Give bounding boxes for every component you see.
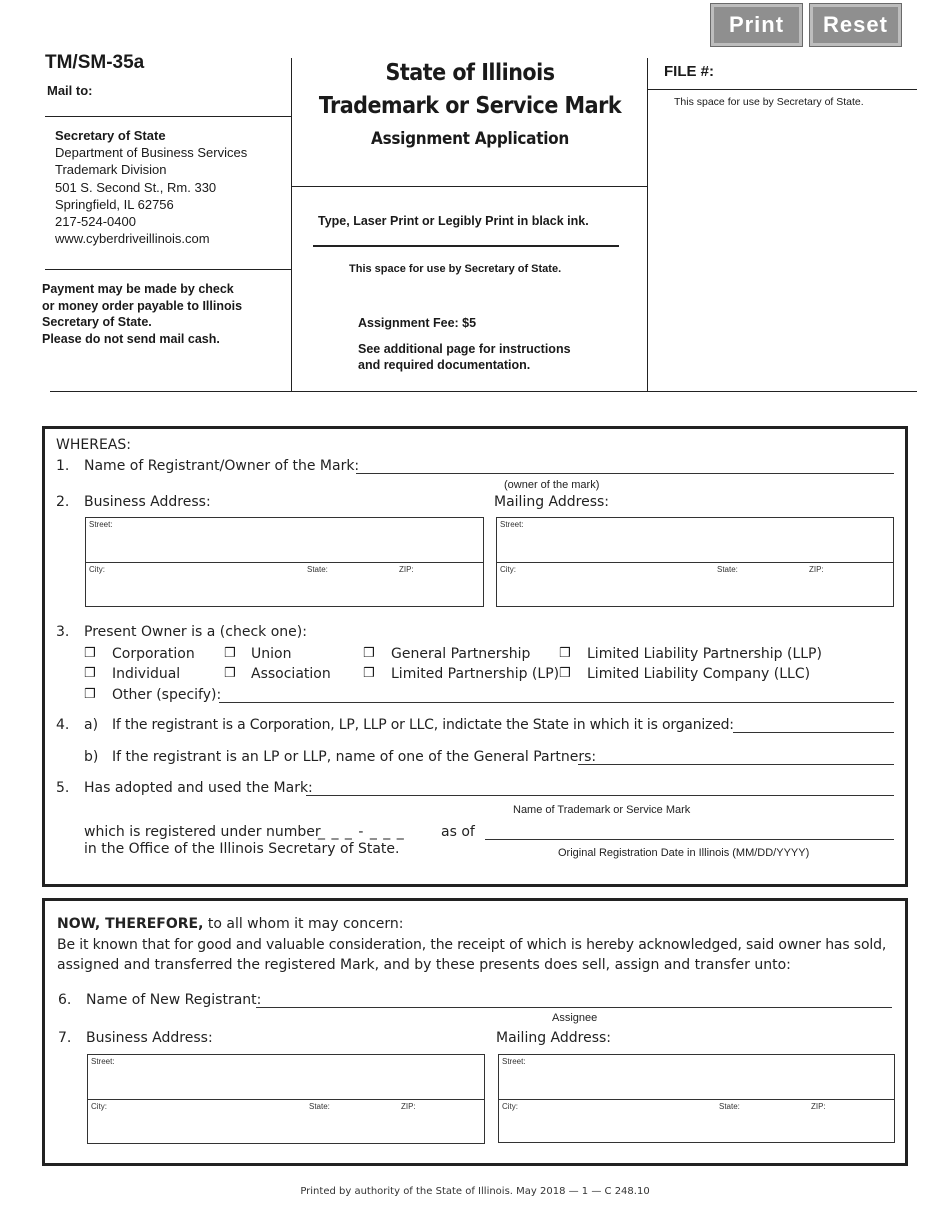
registration-date-caption: Original Registration Date in Illinois (MM/DD/YYYY) [558,847,810,859]
q4b-label: If the registrant is an LP or LLP, name of one of the General Partners: [112,749,597,765]
zip-label: ZIP: [809,565,824,574]
q1-caption: (owner of the mark) [504,479,600,491]
mail-to-label: Mail to: [47,83,93,98]
corporation-label: Corporation [112,646,195,662]
therefore-paragraph-line1: Be it known that for good and valuable consideration, the receipt of which is hereby acknowledged, said owner has sold, [57,937,887,953]
association-checkbox[interactable]: ❒ [224,666,236,681]
other-label: Other (specify): [112,687,222,703]
q4-number: 4. [56,717,70,733]
new-mailing-address-label: Mailing Address: [496,1030,612,1046]
q1-label: Name of Registrant/Owner of the Mark: [84,458,360,474]
divider [50,391,917,392]
footer-note: Printed by authority of the State of Illinois. May 2018 — 1 — C 248.10 [300,1186,650,1197]
divider [648,89,917,90]
mark-name-caption: Name of Trademark or Service Mark [513,804,691,816]
q2-number: 2. [56,494,70,510]
state-label: State: [719,1102,740,1111]
title-form: Trademark or Service Mark [318,93,622,119]
mailing-address-box[interactable] [496,517,894,607]
sos-use-note: This space for use by Secretary of State. [349,263,562,275]
address-street: 501 S. Second St., Rm. 330 [55,179,217,195]
individual-label: Individual [112,666,181,682]
street-label: Street: [500,520,524,529]
zip-label: ZIP: [401,1102,416,1111]
business-address-label: Business Address: [84,494,211,510]
file-number-label: FILE #: [664,63,715,80]
q3-number: 3. [56,624,70,640]
city-label: City: [89,565,105,574]
divider [497,562,893,563]
see-additional-note [358,341,571,373]
q4a-marker: a) [84,717,99,733]
union-checkbox[interactable]: ❒ [224,646,236,661]
q5-label: Has adopted and used the Mark: [84,780,313,796]
new-mailing-address-box[interactable] [498,1054,895,1143]
zip-label: ZIP: [399,565,414,574]
registration-number-field[interactable]: _ _ _ - _ _ _ [318,824,405,840]
therefore-heading [57,916,404,932]
payment-note [42,281,242,347]
mailing-address-block [55,127,247,247]
q3-label: Present Owner is a (check one): [84,624,307,640]
q6-label: Name of New Registrant: [86,992,262,1008]
q1-number: 1. [56,458,70,474]
q4a-label: If the registrant is a Corporation, LP, LLP or LLC, indictate the State in which it is organized: [112,717,734,733]
note-line: and required documentation. [358,358,531,372]
state-organized-field[interactable] [733,732,894,733]
zip-label: ZIP: [811,1102,826,1111]
corporation-checkbox[interactable]: ❒ [84,646,96,661]
union-label: Union [251,646,292,662]
payment-line: Payment may be made by check [42,282,234,296]
address-web: www.cyberdriveillinois.com [55,231,210,247]
whereas-heading: WHEREAS: [56,437,131,453]
office-note: in the Office of the Illinois Secretary of State. [84,841,400,857]
divider [45,269,291,270]
title-subtitle: Assignment Application [371,129,569,149]
q4b-marker: b) [84,749,99,765]
divider [86,562,483,563]
general-partnership-checkbox[interactable]: ❒ [363,646,375,661]
payment-line: Secretary of State. [42,315,152,329]
registered-number-label: which is registered under number [84,824,321,840]
divider [291,186,647,187]
state-label: State: [309,1102,330,1111]
therefore-heading-rest: to all whom it may concern: [203,916,404,932]
print-instructions: Type, Laser Print or Legibly Print in black ink. [318,214,589,228]
as-of-label: as of [441,824,475,840]
payment-line: or money order payable to Illinois [42,298,243,313]
owner-name-field[interactable] [356,473,894,474]
divider [313,245,619,247]
note-line: See additional page for instructions [358,342,571,356]
city-label: City: [502,1102,518,1111]
new-business-address-label: Business Address: [86,1030,213,1046]
address-name: Secretary of State [55,128,166,143]
business-address-box[interactable] [85,517,484,607]
general-partnership-label: General Partnership [391,646,531,662]
file-space-note: This space for use by Secretary of State. [674,96,864,108]
assignee-caption: Assignee [552,1012,598,1024]
association-label: Association [251,666,331,682]
registration-date-field[interactable] [485,839,894,840]
llp-label: Limited Liability Partnership (LLP) [587,646,822,662]
title-state: State of Illinois [385,60,555,86]
form-id: TM/SM-35a [45,52,145,73]
address-division: Trademark Division [55,162,167,178]
mailing-address-label: Mailing Address: [494,494,610,510]
divider [499,1099,894,1100]
state-label: State: [717,565,738,574]
state-label: State: [307,565,328,574]
divider [45,116,291,117]
q7-number: 7. [58,1030,72,1046]
llc-label: Limited Liability Company (LLC) [587,666,811,682]
therefore-paragraph-line2: assigned and transferred the registered Mark, and by these presents does sell, assign and transfer unto: [57,957,791,973]
therefore-heading-bold: NOW, THEREFORE, [57,916,204,932]
individual-checkbox[interactable]: ❒ [84,666,96,681]
new-registrant-field[interactable] [256,1007,892,1008]
llc-checkbox[interactable]: ❒ [559,666,571,681]
lp-checkbox[interactable]: ❒ [363,666,375,681]
city-label: City: [500,565,516,574]
payment-line: Please do not send mail cash. [42,331,220,346]
other-checkbox[interactable]: ❒ [84,687,96,702]
address-dept: Department of Business Services [55,145,248,161]
city-label: City: [91,1102,107,1111]
address-city: Springfield, IL 62756 [55,196,174,212]
reset-button[interactable]: Reset [810,4,901,46]
general-partner-field[interactable] [578,764,894,765]
street-label: Street: [89,520,113,529]
print-button[interactable]: Print [711,4,802,46]
lp-label: Limited Partnership (LP) [391,666,560,682]
file-number-area[interactable] [648,92,916,390]
divider [88,1099,484,1100]
mark-name-field[interactable] [306,795,894,796]
new-business-address-box[interactable] [87,1054,485,1144]
address-phone: 217-524-0400 [55,214,136,230]
street-label: Street: [91,1057,115,1066]
assignment-fee: Assignment Fee: $5 [358,316,477,330]
other-specify-field[interactable] [219,702,894,703]
q6-number: 6. [58,992,72,1008]
q5-number: 5. [56,780,70,796]
llp-checkbox[interactable]: ❒ [559,646,571,661]
street-label: Street: [502,1057,526,1066]
divider [291,58,292,391]
